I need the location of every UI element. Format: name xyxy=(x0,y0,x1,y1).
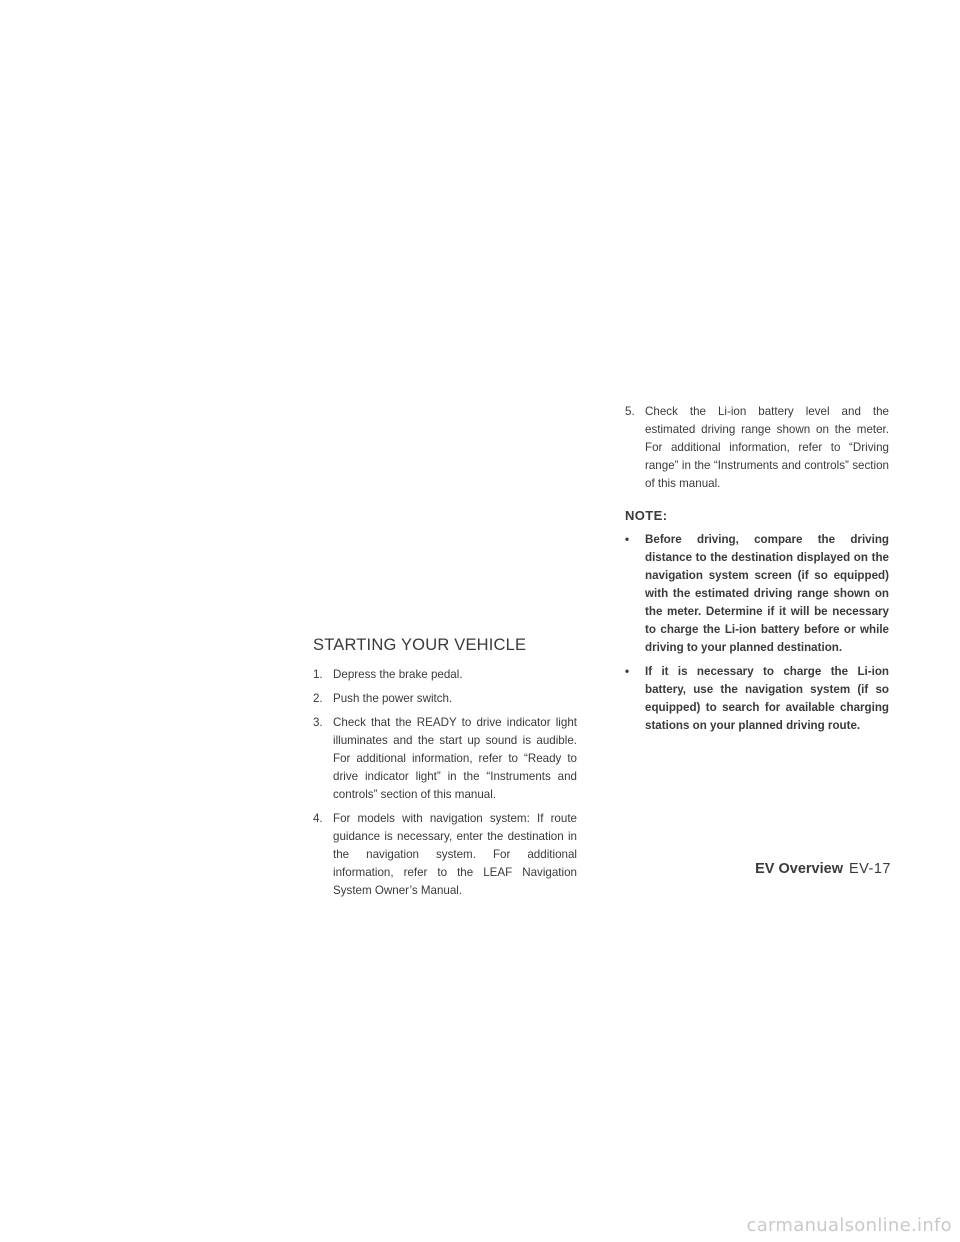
step-number: 3. xyxy=(313,716,323,729)
step-item xyxy=(625,403,889,493)
step-item xyxy=(313,714,577,804)
watermark: carmanualsonline.info xyxy=(746,1215,952,1236)
note-item xyxy=(625,663,889,735)
note-item xyxy=(625,531,889,657)
steps-list-continued xyxy=(625,403,889,493)
step-text: For models with navigation system: If route guidance is necessary, enter the destination in the navigation system. For additional information, refer to the LEAF Navigation System Owner’s Manual. xyxy=(333,812,577,897)
step-item xyxy=(313,690,577,708)
step-number: 2. xyxy=(313,692,323,705)
step-item xyxy=(313,810,577,900)
step-item xyxy=(313,666,577,684)
step-text: Push the power switch. xyxy=(333,692,453,705)
step-number: 1. xyxy=(313,668,323,681)
step-number: 5. xyxy=(625,405,635,418)
bullet-icon: • xyxy=(625,533,630,546)
section-title: STARTING YOUR VEHICLE xyxy=(313,636,527,654)
note-text: Before driving, compare the driving distance to the destination displayed on the navigation system screen (if so equipped) with the estimated driving range shown on the meter. Determine if it will be necessary to charge the Li-ion battery before or while driving to your planned destination. xyxy=(645,533,889,654)
bullet-icon: • xyxy=(625,665,630,678)
step-text: Check the Li-ion battery level and the estimated driving range shown on the meter. For additional information, refer to “Driving range” in the “Instruments and controls” section of this manual. xyxy=(645,405,889,490)
note-heading: NOTE: xyxy=(625,508,668,523)
step-text: Depress the brake pedal. xyxy=(333,668,463,681)
step-number: 4. xyxy=(313,812,323,825)
right-column xyxy=(625,403,889,741)
page-footer xyxy=(755,861,891,877)
steps-list xyxy=(313,666,577,900)
note-text: If it is necessary to charge the Li-ion battery, use the navigation system (if so equipped) to search for available charging stations on your planned driving route. xyxy=(645,665,889,732)
left-column xyxy=(313,634,577,906)
notes-list xyxy=(625,531,889,735)
footer-section-name: EV Overview xyxy=(755,861,843,877)
step-text: Check that the READY to drive indicator light illuminates and the start up sound is audible. For additional information, refer to “Ready to drive indicator light” in the “Instruments and controls” section of this manual. xyxy=(333,716,577,801)
page-number: EV-17 xyxy=(849,861,891,877)
